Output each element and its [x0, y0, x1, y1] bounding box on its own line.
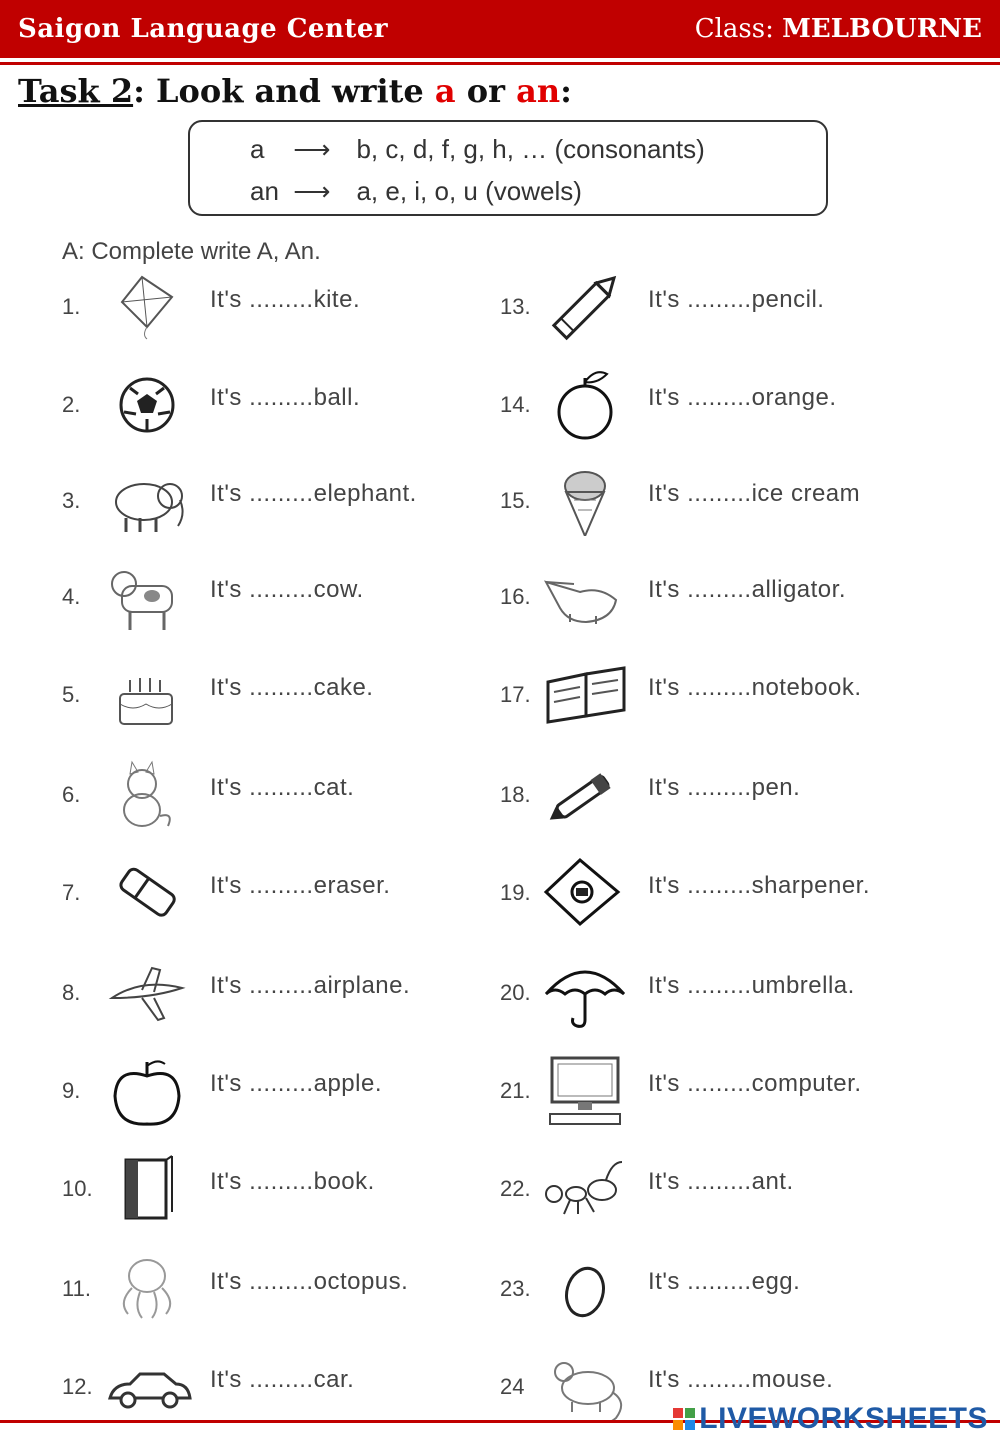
exercise-item: [500, 958, 960, 1028]
section-label: A: Complete write A, An.: [62, 238, 321, 265]
item-sentence[interactable]: It's .........pencil.: [648, 286, 825, 313]
exercise-item: [500, 370, 960, 440]
exercise-item: [500, 1056, 960, 1126]
item-number: 6.: [62, 782, 81, 807]
exercise-item: [500, 1254, 960, 1324]
item-number: 1.: [62, 294, 81, 319]
airplane-icon: [102, 958, 192, 1028]
item-sentence[interactable]: It's .........alligator.: [648, 576, 846, 603]
mouse-icon: [540, 1352, 630, 1422]
item-number: 11.: [62, 1276, 91, 1301]
item-number: 2.: [62, 392, 81, 417]
item-number: 21.: [500, 1078, 531, 1103]
item-number: 9.: [62, 1078, 81, 1103]
exercise-item: [62, 272, 482, 342]
ant-icon: [540, 1154, 630, 1224]
cat-icon: [102, 760, 192, 830]
item-sentence[interactable]: It's .........orange.: [648, 384, 837, 411]
rule-vowels: [250, 176, 582, 207]
rule-article: a: [250, 134, 265, 164]
notebook-icon: [540, 660, 630, 730]
exercise-item: [62, 370, 482, 440]
item-sentence[interactable]: It's .........airplane.: [210, 972, 411, 999]
exercise-item: [500, 466, 960, 536]
header-divider: [0, 62, 1000, 65]
item-sentence[interactable]: It's .........apple.: [210, 1070, 382, 1097]
eraser-icon: [102, 858, 192, 928]
cake-icon: [102, 660, 192, 730]
item-sentence[interactable]: It's .........elephant.: [210, 480, 417, 507]
item-number: 20.: [500, 980, 531, 1005]
arrow-icon: ⟶: [293, 134, 331, 164]
task-suffix: :: [560, 72, 572, 110]
task-number: Task 2: [18, 72, 134, 110]
item-number: 10.: [62, 1176, 93, 1201]
computer-icon: [540, 1056, 630, 1126]
item-sentence[interactable]: It's .........octopus.: [210, 1268, 409, 1295]
item-sentence[interactable]: It's .........sharpener.: [648, 872, 871, 899]
class-name: MELBOURNE: [782, 14, 982, 44]
exercise-item: [62, 660, 482, 730]
rule-consonants: [250, 134, 705, 165]
item-sentence[interactable]: It's .........eraser.: [210, 872, 391, 899]
egg-icon: [540, 1254, 630, 1324]
item-sentence[interactable]: It's .........cake.: [210, 674, 374, 701]
arrow-icon: ⟶: [293, 176, 331, 206]
exercise-item: [62, 1254, 482, 1324]
exercise-item: [500, 562, 960, 632]
item-sentence[interactable]: It's .........ice cream: [648, 480, 861, 507]
item-number: 12.: [62, 1374, 93, 1399]
item-sentence[interactable]: It's .........mouse.: [648, 1366, 834, 1393]
sharpener-icon: [540, 858, 630, 928]
header-bar: [0, 0, 1000, 58]
alligator-icon: [540, 562, 630, 632]
umbrella-icon: [540, 958, 630, 1028]
ball-icon: [102, 370, 192, 440]
item-sentence[interactable]: It's .........cow.: [210, 576, 364, 603]
rule-article: an: [250, 176, 279, 206]
apple-icon: [102, 1056, 192, 1126]
task-title: [18, 72, 572, 110]
liveworksheets-logo-text: LIVEWORKSHEETS: [699, 1402, 988, 1435]
item-sentence[interactable]: It's .........book.: [210, 1168, 375, 1195]
exercise-item: [62, 1056, 482, 1126]
exercise-item: [62, 1154, 482, 1224]
item-number: 8.: [62, 980, 81, 1005]
answer-a: a: [434, 72, 456, 110]
item-number: 16.: [500, 584, 531, 609]
item-sentence[interactable]: It's .........kite.: [210, 286, 361, 313]
class-label: Class:: [694, 14, 774, 44]
exercise-item: [62, 760, 482, 830]
exercise-item: [500, 858, 960, 928]
item-sentence[interactable]: It's .........ball.: [210, 384, 361, 411]
elephant-icon: [102, 466, 192, 536]
center-name: Saigon Language Center: [18, 14, 389, 44]
liveworksheets-logo-icon: [673, 1404, 695, 1426]
ice-cream-icon: [540, 466, 630, 536]
item-number: 3.: [62, 488, 81, 513]
task-text: : Look and write: [133, 72, 435, 110]
exercise-item: [62, 562, 482, 632]
rule-box: [188, 120, 828, 216]
item-number: 13.: [500, 294, 531, 319]
pencil-icon: [540, 272, 630, 342]
item-number: 4.: [62, 584, 81, 609]
book-icon: [102, 1154, 192, 1224]
item-number: 23.: [500, 1276, 531, 1301]
liveworksheets-logo: [673, 1402, 988, 1436]
rule-letters: a, e, i, o, u (vowels): [356, 176, 582, 206]
item-sentence[interactable]: It's .........cat.: [210, 774, 355, 801]
car-icon: [102, 1352, 192, 1422]
item-sentence[interactable]: It's .........car.: [210, 1366, 355, 1393]
item-sentence[interactable]: It's .........computer.: [648, 1070, 862, 1097]
answer-an: an: [516, 72, 561, 110]
cow-icon: [102, 562, 192, 632]
exercise-item: [62, 858, 482, 928]
class-info: [695, 14, 982, 44]
rule-letters: b, c, d, f, g, h, … (consonants): [356, 134, 705, 164]
exercise-item: [500, 660, 960, 730]
pen-icon: [540, 760, 630, 830]
item-sentence[interactable]: It's .........pen.: [648, 774, 801, 801]
item-number: 14.: [500, 392, 531, 417]
kite-icon: [102, 272, 192, 342]
item-sentence[interactable]: It's .........ant.: [648, 1168, 794, 1195]
exercise-item: [62, 958, 482, 1028]
exercise-item: [62, 1352, 482, 1422]
item-number: 22.: [500, 1176, 531, 1201]
item-number: 5.: [62, 682, 81, 707]
item-number: 19.: [500, 880, 531, 905]
item-sentence[interactable]: It's .........umbrella.: [648, 972, 855, 999]
item-number: 7.: [62, 880, 81, 905]
orange-icon: [540, 370, 630, 440]
exercise-item: [500, 1154, 960, 1224]
item-sentence[interactable]: It's .........notebook.: [648, 674, 862, 701]
item-sentence[interactable]: It's .........egg.: [648, 1268, 801, 1295]
item-number: 17.: [500, 682, 531, 707]
exercise-item: [500, 760, 960, 830]
task-or: or: [455, 72, 517, 110]
item-number: 18.: [500, 782, 531, 807]
item-number: 24: [500, 1374, 525, 1399]
exercise-item: [500, 272, 960, 342]
exercise-item: [62, 466, 482, 536]
octopus-icon: [102, 1254, 192, 1324]
item-number: 15.: [500, 488, 531, 513]
